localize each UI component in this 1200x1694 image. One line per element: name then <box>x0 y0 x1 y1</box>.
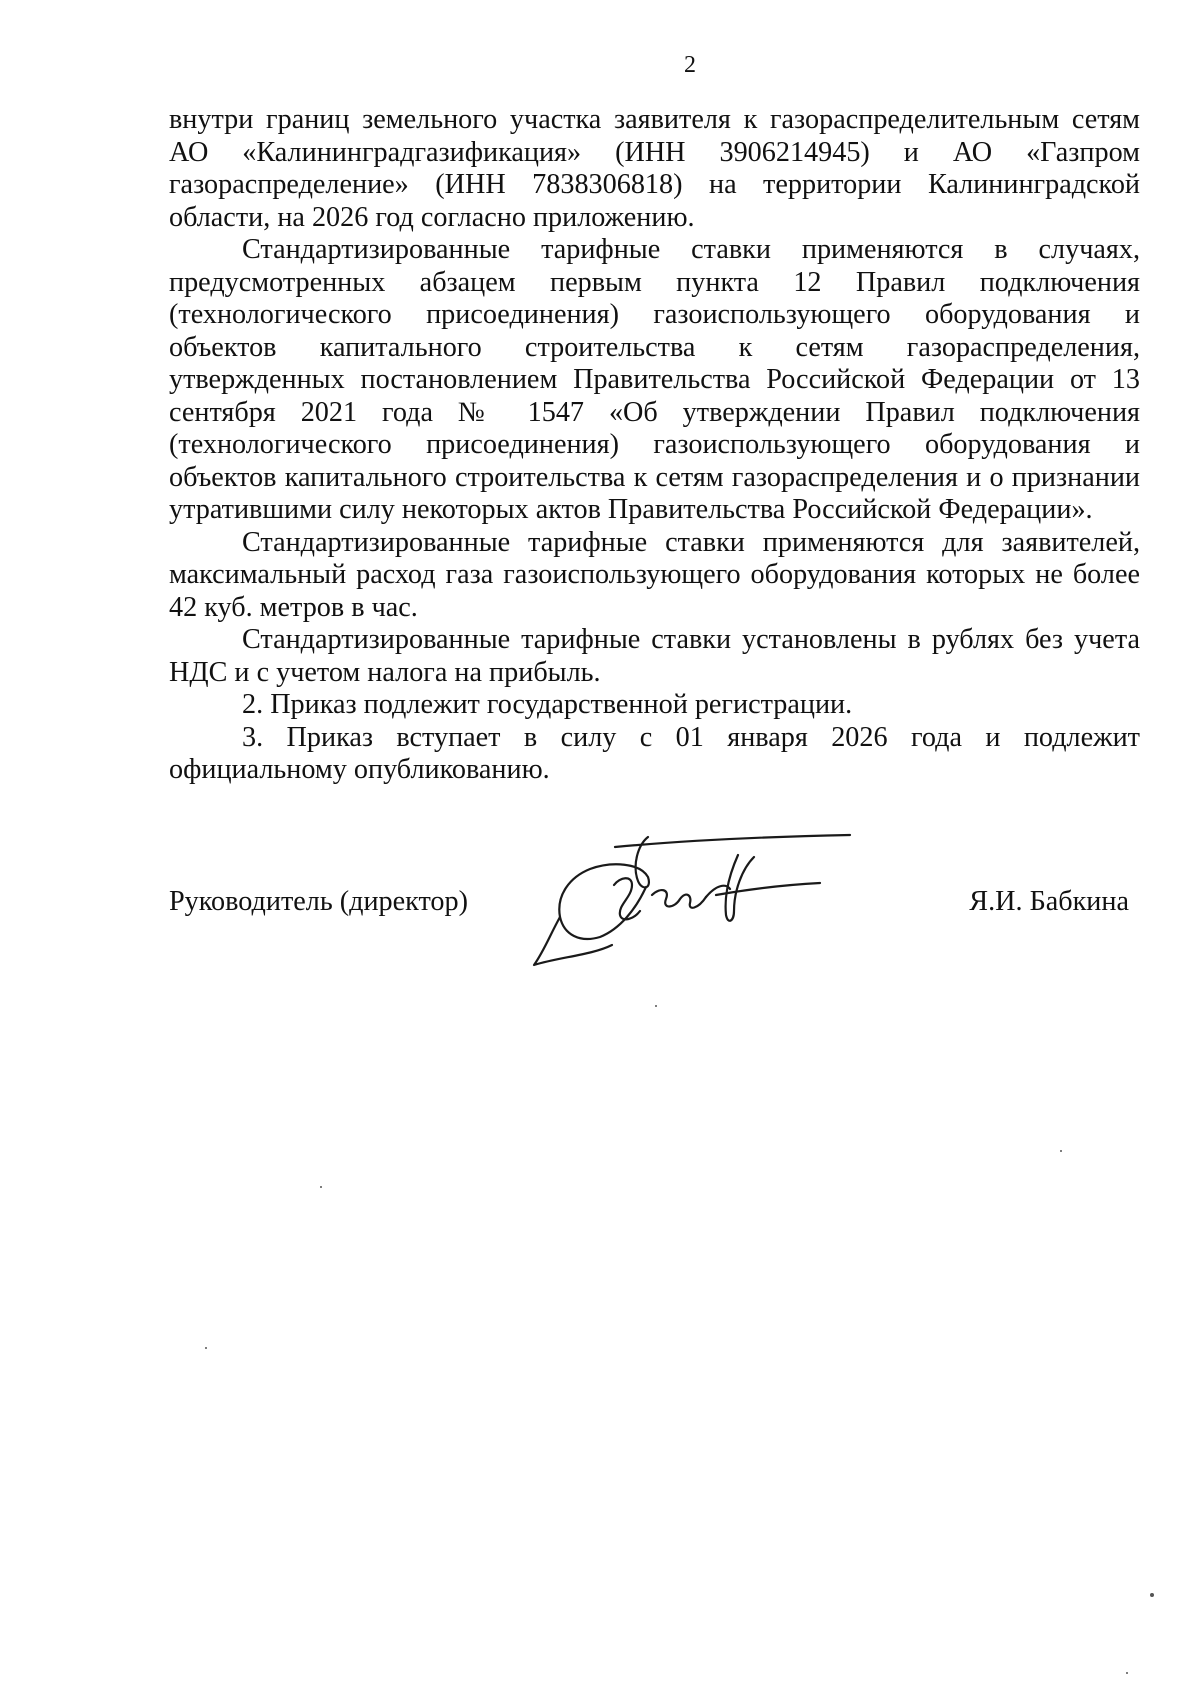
scan-speck <box>205 1347 207 1349</box>
handwritten-signature <box>520 825 860 975</box>
scan-speck <box>1126 1672 1128 1674</box>
signatory-position: Руководитель (директор) <box>169 886 469 917</box>
paragraph-continuation: внутри границ земельного участка заявителя к газораспределительным сетям АО «Калининградгазификация» (ИНН 3906214945) и АО «Газпром газораспределение» (ИНН 7838306818) на территории Калининградской области, на 2026 год согласно приложению. <box>169 104 1140 233</box>
paragraph-applicants: Стандартизированные тарифные ставки применяются для заявителей, максимальный расход газа газоиспользующего оборудования которых не более 42 куб. метров в час. <box>169 526 1140 623</box>
paragraph-currency: Стандартизированные тарифные ставки установлены в рублях без учета НДС и с учетом налога на прибыль. <box>169 624 1140 688</box>
document-body <box>169 104 1140 787</box>
paragraph-effective-date: 3. Приказ вступает в силу с 01 января 2026 года и подлежит официальному опубликованию. <box>169 721 1140 785</box>
page-number: 2 <box>684 52 696 78</box>
signatory-name: Я.И. Бабкина <box>969 886 1129 917</box>
scan-speck <box>320 1186 322 1188</box>
scan-speck <box>1150 1593 1154 1597</box>
scan-speck <box>1060 1150 1062 1152</box>
paragraph-application-cases: Стандартизированные тарифные ставки применяются в случаях, предусмотренных абзацем первым пункта 12 Правил подключения (технологического присоединения) газоиспользующего оборудования и объектов капитального строительства к сетям газораспределения, утвержденных постановлением Правительства Российской Федерации от 13 сентября 2021 года № 1547 «Об утверждении Правил подключения (технологического присоединения) газоиспользующего оборудования и объектов капитального строительства к сетям газораспределения и о признании утратившими силу некоторых актов Правительства Российской Федерации». <box>169 234 1140 525</box>
paragraph-registration: 2. Приказ подлежит государственной регистрации. <box>242 689 853 720</box>
scan-speck <box>655 1005 657 1007</box>
